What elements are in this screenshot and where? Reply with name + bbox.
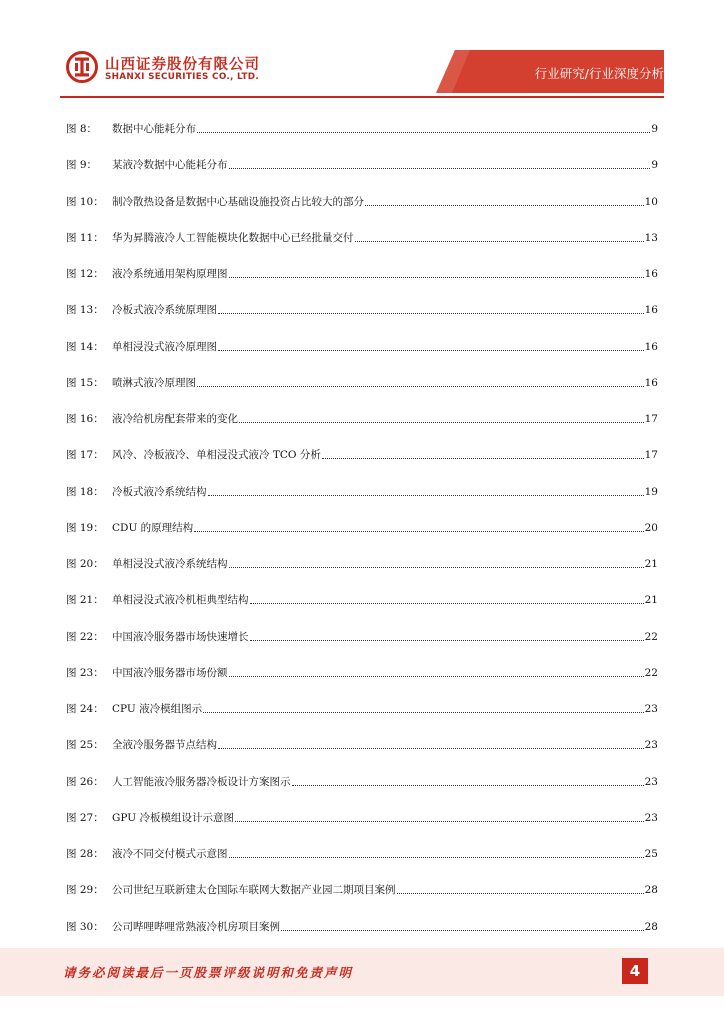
dot-leader (229, 276, 644, 278)
toc-entry-page: 22 (644, 630, 658, 643)
toc-entry[interactable] (66, 118, 658, 136)
toc-entry-page: 13 (644, 231, 658, 244)
dot-leader (355, 240, 644, 242)
toc-entry-title: 液冷系统通用架构原理图 (112, 268, 228, 280)
toc-entry[interactable] (66, 191, 658, 209)
toc-entry-label: 图 16： (66, 413, 104, 425)
dot-leader (218, 747, 644, 749)
toc-entry-page: 28 (644, 884, 658, 897)
toc-entry[interactable] (66, 481, 658, 499)
toc-entry-label: 图 28： (66, 848, 104, 860)
toc-entry-label: 图 26： (66, 775, 104, 788)
company-logo-icon (66, 51, 98, 83)
toc-entry-title: 液冷给机房配套带来的变化 (112, 413, 238, 425)
toc-entry-label: 图 21： (66, 594, 104, 607)
toc-entry-title: CPU 液冷模组图示 (112, 703, 203, 715)
toc-entry-title: 人工智能液冷服务器冷板设计方案图示 (112, 775, 291, 788)
toc-entry-title: 冷板式液冷系统原理图 (112, 304, 217, 317)
toc-entry-page: 17 (644, 413, 658, 425)
toc-entry-label: 图 8： (66, 123, 98, 135)
toc-entry[interactable] (66, 444, 658, 462)
toc-entry[interactable] (66, 879, 658, 897)
toc-entry-page: 21 (644, 558, 658, 570)
toc-entry[interactable] (66, 553, 658, 571)
toc-entry-label: 图 29： (66, 884, 104, 897)
toc-entry-page: 28 (644, 920, 658, 933)
toc-entry-title: 风冷、冷板液冷、单相浸没式液冷 TCO 分析 (112, 449, 321, 462)
toc-entry-title: 喷淋式液冷原理图 (112, 376, 196, 389)
dot-leader (229, 167, 651, 169)
dot-leader (235, 820, 644, 822)
toc-entry-title: 单相浸没式液冷原理图 (112, 340, 217, 353)
toc-entry-title: 公司哔哩哔哩常熟液冷机房项目案例 (112, 920, 280, 933)
dot-leader (197, 131, 650, 133)
header-banner (0, 0, 724, 100)
toc-entry[interactable] (66, 227, 658, 245)
toc-entry-title: 某液冷数据中心能耗分布 (112, 159, 228, 172)
dot-leader (229, 566, 644, 568)
dot-leader (250, 602, 644, 604)
toc-entry-label: 图 30： (66, 920, 104, 933)
toc-entry[interactable] (66, 517, 658, 535)
toc-entry-title: 华为昇腾液冷人工智能模块化数据中心已经批量交付 (112, 231, 354, 244)
toc-entry-title: 单相浸没式液冷系统结构 (112, 558, 228, 570)
toc-entry-page: 9 (651, 123, 658, 135)
toc-entry-label: 图 27： (66, 811, 104, 824)
toc-entry-label: 图 9： (66, 159, 98, 172)
toc-entry[interactable] (66, 807, 658, 825)
dot-leader (229, 856, 644, 858)
toc-entry-label: 图 19： (66, 521, 104, 534)
dot-leader (218, 312, 644, 314)
toc-entry-label: 图 17： (66, 449, 104, 462)
toc-entry[interactable] (66, 408, 658, 426)
dot-leader (194, 530, 643, 532)
toc-entry-label: 图 24： (66, 703, 104, 715)
dot-leader (208, 494, 644, 496)
toc-entry-title: 液冷不同交付模式示意图 (112, 848, 228, 860)
header-divider (60, 96, 664, 98)
toc-entry[interactable] (66, 336, 658, 354)
toc-entry-title: 数据中心能耗分布 (112, 123, 196, 135)
toc-entry-page: 10 (644, 195, 658, 208)
toc-entry-page: 23 (644, 811, 658, 824)
toc-entry-label: 图 13： (66, 304, 104, 317)
toc-entry-title: 冷板式液冷系统结构 (112, 485, 207, 498)
report-type: 行业研究/行业深度分析 (534, 66, 664, 81)
toc-entry[interactable] (66, 372, 658, 390)
company-name-en: SHANXI SECURITIES CO., LTD. (105, 72, 260, 82)
toc-entry[interactable] (66, 154, 658, 172)
toc-entry-label: 图 25： (66, 739, 104, 752)
toc-entry-page: 19 (644, 485, 658, 498)
toc-entry-page: 25 (644, 848, 658, 860)
toc-entry-label: 图 10： (66, 195, 104, 208)
toc-entry[interactable] (66, 589, 658, 607)
toc-entry[interactable] (66, 771, 658, 789)
toc-entry[interactable] (66, 916, 658, 934)
toc-entry-page: 16 (644, 340, 658, 353)
toc-entry-label: 图 15： (66, 376, 104, 389)
toc-entry-label: 图 12： (66, 268, 104, 280)
toc-entry-page: 16 (644, 304, 658, 317)
toc-entry-page: 23 (644, 775, 658, 788)
page-number: 4 (622, 958, 648, 984)
company-name-cn: 山西证券股份有限公司 (105, 57, 260, 73)
toc-entry-title: 制冷散热设备是数据中心基础设施投资占比较大的部分 (112, 195, 364, 208)
toc-entry[interactable] (66, 698, 658, 716)
toc-entry-page: 16 (644, 376, 658, 389)
toc-entry[interactable] (66, 263, 658, 281)
toc-entry-title: GPU 冷板模组设计示意图 (112, 811, 234, 824)
toc-entry-title: 单相浸没式液冷机柜典型结构 (112, 594, 249, 607)
dot-leader (229, 675, 644, 677)
toc-entry[interactable] (66, 734, 658, 752)
dot-leader (365, 204, 644, 206)
page-header (0, 0, 724, 100)
dot-leader (250, 639, 644, 641)
toc-entry[interactable] (66, 843, 658, 861)
dot-leader (281, 929, 644, 931)
toc-entry-page: 21 (644, 594, 658, 607)
disclaimer-note: 请务必阅读最后一页股票评级说明和免责声明 (63, 965, 354, 980)
page-footer (0, 948, 724, 996)
toc-entry-page: 23 (644, 703, 658, 715)
toc-entry-page: 22 (644, 666, 658, 679)
toc-entry-page: 9 (651, 159, 658, 172)
toc-entry-page: 20 (644, 521, 658, 534)
dot-leader (197, 385, 644, 387)
toc-entry-page: 16 (644, 268, 658, 280)
toc-entry[interactable] (66, 299, 658, 317)
toc-entry-label: 图 18： (66, 485, 104, 498)
toc-entry[interactable] (66, 662, 658, 680)
dot-leader (218, 349, 644, 351)
dot-leader (239, 421, 644, 423)
dot-leader (322, 457, 644, 459)
dot-leader (292, 784, 644, 786)
toc-entry[interactable] (66, 626, 658, 644)
dot-leader (203, 711, 644, 713)
toc-entry-label: 图 20： (66, 558, 104, 570)
toc-entry-title: 中国液冷服务器市场份额 (112, 666, 228, 679)
toc-entry-page: 17 (644, 449, 658, 462)
toc-entry-label: 图 14： (66, 340, 104, 353)
toc-entry-title: CDU 的原理结构 (112, 521, 194, 534)
toc-entry-label: 图 11： (66, 231, 104, 244)
dot-leader (397, 892, 644, 894)
toc-entry-label: 图 23： (66, 666, 104, 679)
toc-entry-title: 中国液冷服务器市场快速增长 (112, 630, 249, 643)
toc-entry-page: 23 (644, 739, 658, 752)
toc-entry-title: 全液冷服务器节点结构 (112, 739, 217, 752)
toc-entry-label: 图 22： (66, 630, 104, 643)
toc-entry-title: 公司世纪互联新建太仓国际车联网大数据产业园二期项目案例 (112, 884, 396, 897)
